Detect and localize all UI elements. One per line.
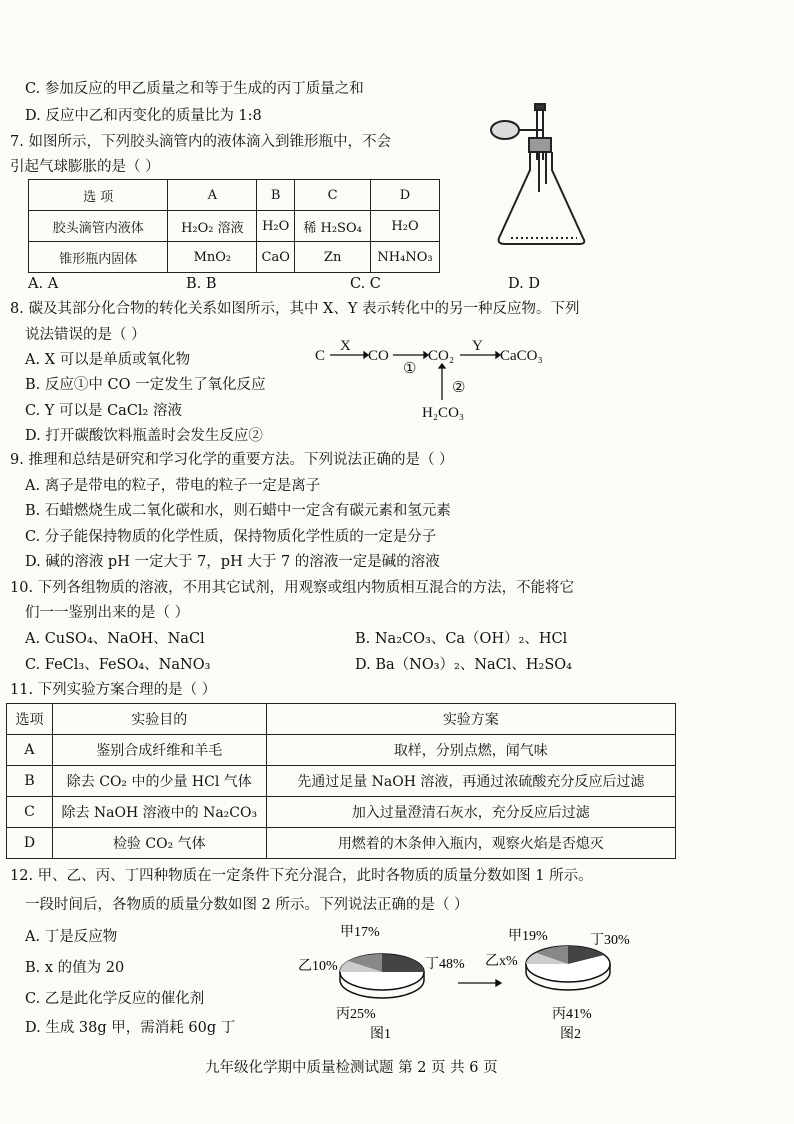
q12-stem-line2: 一段时间后，各物质的质量分数如图 2 所示。下列说法正确的是（ ） — [25, 897, 469, 913]
table-cell: 锥形瓶内固体 — [29, 242, 168, 273]
fig1-bing: 丙25% — [336, 1007, 376, 1022]
q12-option-a: A. 丁是反应物 — [25, 929, 118, 945]
q12-option-d: D. 生成 38g 甲，需消耗 60g 丁 — [25, 1020, 236, 1036]
q8-option-c: C. Y 可以是 CaCl₂ 溶液 — [25, 403, 182, 419]
table-cell: 除去 CO₂ 中的少量 HCl 气体 — [52, 766, 266, 797]
option-c-prev: C. 参加反应的甲乙质量之和等于生成的丙丁质量之和 — [25, 81, 364, 97]
table-cell: B — [7, 766, 53, 797]
q10-option-a: A. CuSO₄、NaOH、NaCl — [25, 631, 205, 647]
fig1-yi: 乙10% — [298, 959, 338, 974]
q8-stem-line1: 8. 碳及其部分化合物的转化关系如图所示，其中 X、Y 表示转化中的另一种反应物。下列 — [10, 301, 580, 317]
table-cell: A — [7, 735, 53, 766]
table-header-cell: C — [295, 180, 371, 211]
fig1-ding: 丁48% — [425, 957, 465, 972]
pie-figure-1 — [298, 924, 465, 1040]
fig1-jia: 甲17% — [340, 925, 380, 940]
q8-option-b: B. 反应①中 CO 一定发生了氧化反应 — [25, 377, 266, 393]
table-header-cell: B — [257, 180, 295, 211]
table-cell: H₂O — [371, 211, 440, 242]
table-header-row — [7, 704, 676, 735]
q10-stem-line2: 们一一鉴别出来的是（ ） — [25, 605, 190, 621]
q7-table — [28, 179, 440, 273]
table-cell: C — [7, 797, 53, 828]
table-cell: 除去 NaOH 溶液中的 Na₂CO₃ — [52, 797, 266, 828]
q9-option-d: D. 碱的溶液 pH 一定大于 7，pH 大于 7 的溶液一定是碱的溶液 — [25, 554, 440, 570]
page-footer: 九年级化学期中质量检测试题 第 2 页 共 6 页 — [205, 1060, 498, 1076]
q7-stem-line2: 引起气球膨胀的是（ ） — [10, 159, 160, 175]
q10-stem-line1: 10. 下列各组物质的溶液，不用其它试剂，用观察或组内物质相互混合的方法，不能将它 — [10, 580, 575, 596]
pie-figure-2 — [485, 928, 630, 1040]
q7-option-a: A. A — [28, 276, 59, 292]
table-row — [7, 735, 676, 766]
q7-option-b: B. B — [186, 276, 217, 292]
table-cell: H₂O — [257, 211, 295, 242]
table-cell: 先通过足量 NaOH 溶液，再通过浓硫酸充分反应后过滤 — [266, 766, 675, 797]
q8-option-d: D. 打开碳酸饮料瓶盖时会发生反应② — [25, 428, 263, 444]
q8-option-a: A. X 可以是单质或氧化物 — [25, 352, 191, 368]
table-cell: 胶头滴管内液体 — [29, 211, 168, 242]
q7-option-d: D. D — [508, 276, 540, 292]
diagram-h2co3: H₂CO₃ — [422, 405, 465, 421]
q9-option-a: A. 离子是带电的粒子，带电的粒子一定是离子 — [25, 478, 321, 494]
table-cell: Zn — [295, 242, 371, 273]
fig2-yi: 乙x% — [485, 954, 518, 969]
table-cell: NH₄NO₃ — [371, 242, 440, 273]
table-header-cell: 实验目的 — [52, 704, 266, 735]
table-cell: 加入过量澄清石灰水，充分反应后过滤 — [266, 797, 675, 828]
q10-option-d: D. Ba（NO₃）₂、NaCl、H₂SO₄ — [355, 657, 572, 673]
table-header-cell: A — [168, 180, 257, 211]
fig2-bing: 丙41% — [552, 1007, 592, 1022]
table-row — [7, 828, 676, 859]
option-d-prev: D. 反应中乙和丙变化的质量比为 1:8 — [25, 108, 262, 124]
q9-option-b: B. 石蜡燃烧生成二氧化碳和水，则石蜡中一定含有碳元素和氢元素 — [25, 503, 451, 519]
table-row — [7, 766, 676, 797]
table-cell: D — [7, 828, 53, 859]
table-header-cell: 实验方案 — [266, 704, 675, 735]
q7-stem-line1: 7. 如图所示，下列胶头滴管内的液体滴入到锥形瓶中，不会 — [10, 134, 391, 150]
table-cell: 取样，分别点燃，闻气味 — [266, 735, 675, 766]
q11-table — [6, 703, 676, 859]
q12-option-b: B. x 的值为 20 — [25, 960, 125, 976]
diagram-reaction-1: ① — [403, 361, 417, 377]
diagram-x-label: X — [340, 338, 351, 354]
table-cell: 鉴别合成纤维和羊毛 — [52, 735, 266, 766]
q12-stem-line1: 12. 甲、乙、丙、丁四种物质在一定条件下充分混合，此时各物质的质量分数如图 1 所示。 — [10, 868, 593, 884]
q9-option-c: C. 分子能保持物质的化学性质，保持物质化学性质的一定是分子 — [25, 529, 437, 545]
q8-stem-line2: 说法错误的是（ ） — [25, 327, 146, 343]
table-cell: 稀 H₂SO₄ — [295, 211, 371, 242]
table-cell: CaO — [257, 242, 295, 273]
q11-stem: 11. 下列实验方案合理的是（ ） — [10, 682, 217, 698]
table-header-cell: 选项 — [7, 704, 53, 735]
fig1-caption: 图1 — [370, 1027, 391, 1040]
q10-option-b: B. Na₂CO₃、Ca（OH）₂、HCl — [355, 631, 568, 647]
diagram-reaction-2: ② — [452, 380, 466, 396]
table-header-cell: 选 项 — [29, 180, 168, 211]
table-cell: 用燃着的木条伸入瓶内，观察火焰是否熄灭 — [266, 828, 675, 859]
table-cell: 检验 CO₂ 气体 — [52, 828, 266, 859]
q12-option-c: C. 乙是此化学反应的催化剂 — [25, 991, 205, 1007]
fig2-ding: 丁30% — [590, 933, 630, 948]
diagram-caco3: CaCO₃ — [500, 348, 543, 364]
table-cell: MnO₂ — [168, 242, 257, 273]
carbon-conversion-diagram — [310, 335, 570, 425]
diagram-c: C — [315, 348, 326, 364]
table-row — [29, 211, 440, 242]
fig2-caption: 图2 — [560, 1027, 581, 1040]
table-cell: H₂O₂ 溶液 — [168, 211, 257, 242]
table-row — [7, 797, 676, 828]
table-header-row — [29, 180, 440, 211]
table-header-cell: D — [371, 180, 440, 211]
flask-balloon-illustration — [485, 100, 615, 250]
q9-stem: 9. 推理和总结是研究和学习化学的重要方法。下列说法正确的是（ ） — [10, 452, 454, 468]
fig2-jia: 甲19% — [508, 929, 548, 944]
diagram-co: CO — [368, 348, 389, 364]
diagram-y-label: Y — [472, 338, 483, 354]
q10-option-c: C. FeCl₃、FeSO₄、NaNO₃ — [25, 657, 211, 673]
q7-option-c: C. C — [350, 276, 381, 292]
table-row — [29, 242, 440, 273]
mass-fraction-figures — [290, 920, 670, 1040]
diagram-co2: CO₂ — [428, 348, 455, 364]
